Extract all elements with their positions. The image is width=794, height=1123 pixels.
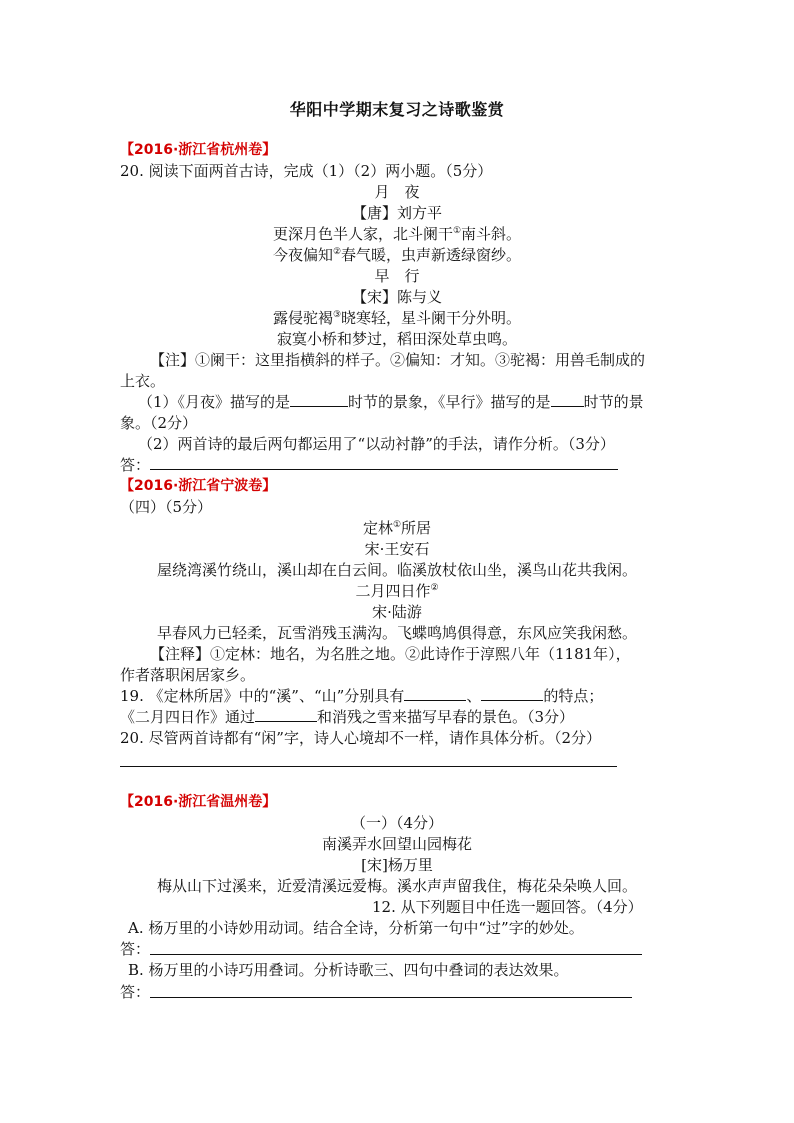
answer-line[interactable] [150, 954, 642, 955]
option-b: B. 杨万里的小诗巧用叠词。分析诗歌三、四句中叠词的表达效果。 [128, 961, 569, 979]
answer-label: 答： [120, 983, 151, 1001]
poem-author-chenyuyi: 【宋】陈与义 [351, 288, 442, 306]
annotation: 【注】①阑干：这里指横斜的样子。②偏知：才知。③驼褐：用兽毛制成的 [150, 351, 646, 369]
answer-line[interactable] [150, 469, 618, 470]
poem-author-liufangping: 【唐】刘方平 [351, 204, 442, 222]
question-19: 19. 《定林所居》中的“溪”、“山”分别具有 、 的特点； [120, 687, 604, 705]
poem-author-luyou: 宋·陆游 [372, 603, 422, 621]
poem-line: 今夜偏知②春气暖，虫声新透绿窗纱。 [272, 246, 522, 264]
poem-line: 更深月色半人家，北斗阑干①南斗斜。 [272, 225, 522, 243]
answer-label: 答： [120, 456, 151, 474]
poem-line: 早春风力已轻柔，瓦雪消残玉满沟。飞蝶鸣鸠俱得意，东风应笑我闲愁。 [156, 624, 637, 642]
poem-line: 寂寞小桥和梦过，稻田深处草虫鸣。 [276, 330, 517, 348]
footnote-marker: ③ [332, 310, 342, 320]
poem-title-yueye: 月 夜 [374, 183, 420, 201]
section-header: （一）（4分） [350, 814, 444, 832]
poem-title-dinglin: 定林①所居 [362, 519, 432, 537]
poem-line: 屋绕湾溪竹绕山，溪山却在白云间。临溪放杖依山坐，溪鸟山花共我闲。 [156, 561, 637, 579]
poem-title-eryuesiri: 二月四日作② [355, 582, 439, 600]
answer-blank[interactable] [551, 392, 584, 407]
footnote-marker: ① [452, 226, 462, 236]
question-20: 20. 尽管两首诗都有“闲”字，诗人心境却不一样，请作具体分析。（2分） [120, 729, 602, 747]
answer-line[interactable] [150, 997, 632, 998]
annotation-continued: 上衣。 [120, 372, 166, 390]
poem-line: 露侵驼褐③晓寒轻，星斗阑干分外明。 [272, 309, 522, 327]
poem-line: 梅从山下过溪来，近爱清溪远爱梅。溪水声声留我住，梅花朵朵唤人回。 [156, 877, 637, 895]
answer-line[interactable] [120, 766, 617, 767]
answer-blank[interactable] [481, 686, 543, 701]
source-tag-wenzhou: 【2016·浙江省温州卷】 [120, 794, 277, 810]
answer-blank[interactable] [255, 707, 317, 722]
footnote-marker: ① [392, 520, 402, 530]
footnote-marker: ② [332, 247, 342, 257]
question-instruction: 20. 阅读下面两首古诗，完成（1）（2）两小题。（5分） [120, 162, 493, 180]
poem-author-yangwanli: [宋]杨万里 [361, 856, 433, 874]
question-19-continued: 《二月四日作》通过 和消残之雪来描写早春的景色。（3分） [120, 708, 575, 726]
question-1: （1）《月夜》描写的是 时节的景象，《早行》描写的是 时节的景 [138, 393, 644, 411]
page-title: 华阳中学期末复习之诗歌鉴赏 [289, 100, 505, 119]
poem-title-nanxi: 南溪弄水回望山园梅花 [321, 835, 472, 853]
footnote-marker: ② [430, 583, 439, 593]
annotation-continued: 作者落职闲居家乡。 [120, 666, 256, 684]
question-1-continued: 象。（2分） [120, 414, 198, 432]
option-a: A. 杨万里的小诗妙用动词。结合全诗，分析第一句中“过”字的妙处。 [128, 919, 584, 937]
annotation: 【注释】①定林：地名，为名胜之地。②此诗作于淳熙八年（1181年）， [150, 645, 631, 663]
question-12: 12. 从下列题目中任选一题回答。（4分） [372, 898, 643, 916]
answer-blank[interactable] [404, 686, 466, 701]
poem-title-zaoxing: 早 行 [374, 267, 420, 285]
answer-blank[interactable] [290, 392, 348, 407]
section-header: （四）（5分） [120, 498, 213, 516]
answer-label: 答： [120, 940, 151, 958]
source-tag-hangzhou: 【2016·浙江省杭州卷】 [120, 142, 277, 158]
poem-author-wanganshi: 宋·王安石 [364, 540, 430, 558]
source-tag-ningbo: 【2016·浙江省宁波卷】 [120, 478, 277, 494]
question-2: （2）两首诗的最后两句都运用了“以动衬静”的手法，请作分析。（3分） [138, 435, 615, 453]
